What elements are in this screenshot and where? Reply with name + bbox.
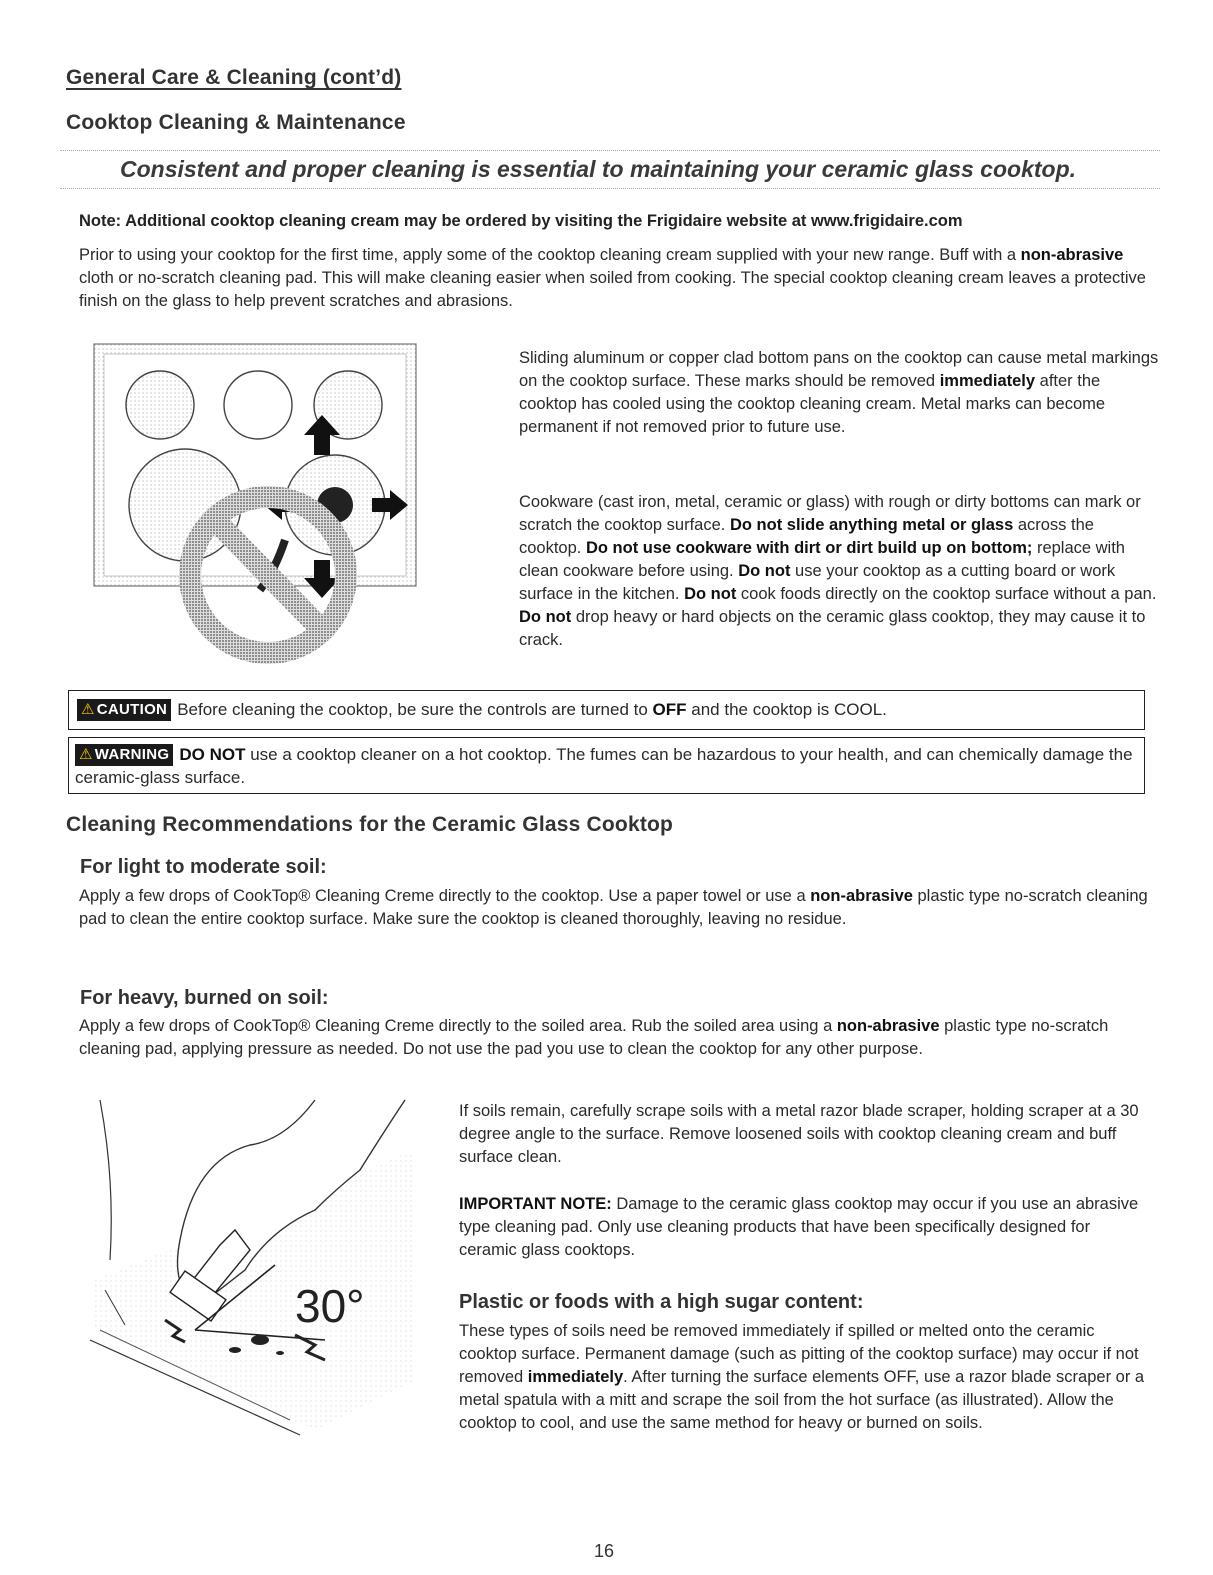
sugar-paragraph: These types of soils need be removed immediately if spilled or melted onto the ceramic cooktop surface. Permanent damage (such as pitting of the cooktop surface) may occur if not removed immediately. After turning the surface elements OFF, use a razor blade scraper or a metal spatula with a mitt and scrape the soil from the hot surface (as illustrated). Allow the cooktop to cool, and use the same method for heavy or burned on soils. bbox=[459, 1322, 1145, 1432]
light-soil-heading: For light to moderate soil: bbox=[80, 856, 327, 878]
tagline-rule bbox=[60, 150, 1160, 151]
intro-paragraph: Prior to using your cooktop for the first time, apply some of the cooktop cleaning cream supplied with your new range. Buff with a non-abrasive cloth or no-scratch cleaning pad. This will make cleaning easier when soiled from cooking. The special cooktop cleaning cream leaves a protective finish on the glass to help prevent scratches and abrasions. bbox=[79, 246, 1146, 310]
angle-label: 30° bbox=[295, 1280, 365, 1332]
section-title: General Care & Cleaning (cont’d) bbox=[66, 66, 402, 89]
recommendations-title: Cleaning Recommendations for the Ceramic Glass Cooktop bbox=[66, 813, 674, 836]
light-soil-paragraph: Apply a few drops of CookTop® Cleaning Creme directly to the cooktop. Use a paper towel or use a non-abrasive plastic type no-scratch cleaning pad to clean the entire cooktop surface. Make sure the cooktop is cleaned thoroughly, leaving no residue. bbox=[79, 887, 1148, 928]
note-line: Note: Additional cooktop cleaning cream may be ordered by visiting the Frigidaire website at www.frigidaire.com bbox=[79, 212, 963, 230]
caution-badge: ⚠ CAUTION bbox=[77, 699, 171, 721]
heavy-soil-paragraph: Apply a few drops of CookTop® Cleaning Creme directly to the soiled area. Rub the soiled area using a non-abrasive plastic type no-scratch cleaning pad, applying pressure as needed. Do not use the pad you use to clean the cooktop for any other purpose. bbox=[79, 1017, 1109, 1058]
tagline: Consistent and proper cleaning is essential to maintaining your ceramic glass cooktop. bbox=[120, 156, 1077, 182]
important-note-paragraph: IMPORTANT NOTE: Damage to the ceramic glass cooktop may occur if you use an abrasive type cleaning pad. Only use cleaning products that have been specifically designed for ceramic glass cooktops. bbox=[459, 1195, 1139, 1259]
razor-scraper-illustration bbox=[85, 1090, 425, 1440]
subsection-title: Cooktop Cleaning & Maintenance bbox=[66, 111, 406, 134]
heavy-soil-heading: For heavy, burned on soil: bbox=[80, 987, 329, 1009]
sugar-heading: Plastic or foods with a high sugar content: bbox=[459, 1291, 864, 1313]
cooktop-no-slide-illustration bbox=[90, 340, 420, 670]
caution-box: ⚠ CAUTION Before cleaning the cooktop, be sure the controls are turned to OFF and the cooktop is COOL. bbox=[68, 690, 1145, 730]
warning-badge: ⚠ WARNING bbox=[75, 744, 173, 766]
scraper-paragraph: If soils remain, carefully scrape soils with a metal razor blade scraper, holding scraper at a 30 degree angle to the surface. Remove loosened soils with cooktop cleaning cream and buff surface clean. bbox=[459, 1102, 1139, 1166]
warning-triangle-icon: ⚠ bbox=[79, 746, 93, 763]
warning-triangle-icon: ⚠ bbox=[81, 701, 95, 718]
sliding-paragraph: Sliding aluminum or copper clad bottom pans on the cooktop can cause metal markings on the cooktop surface. These marks should be removed immediately after the cooktop has cooled using the cooktop cleaning cream. Metal marks can become permanent if not removed prior to future use. bbox=[519, 349, 1159, 436]
page-number: 16 bbox=[594, 1541, 615, 1561]
tagline-rule-bottom bbox=[60, 188, 1160, 189]
warning-box: ⚠ WARNING DO NOT use a cooktop cleaner on a hot cooktop. The fumes can be hazardous to your health, and can chemically damage the ceramic-glass surface. bbox=[68, 737, 1145, 794]
cookware-paragraph: Cookware (cast iron, metal, ceramic or glass) with rough or dirty bottoms can mark or scratch the cooktop surface. Do not slide anything metal or glass across the cooktop. Do not use cookware with dirt or dirt build up on bottom; replace with clean cookware before using. Do not use your cooktop as a cutting board or work surface in the kitchen. Do not cook foods directly on the cooktop surface without a pan. Do not drop heavy or hard objects on the ceramic glass cooktop, they may cause it to crack. bbox=[519, 493, 1157, 649]
